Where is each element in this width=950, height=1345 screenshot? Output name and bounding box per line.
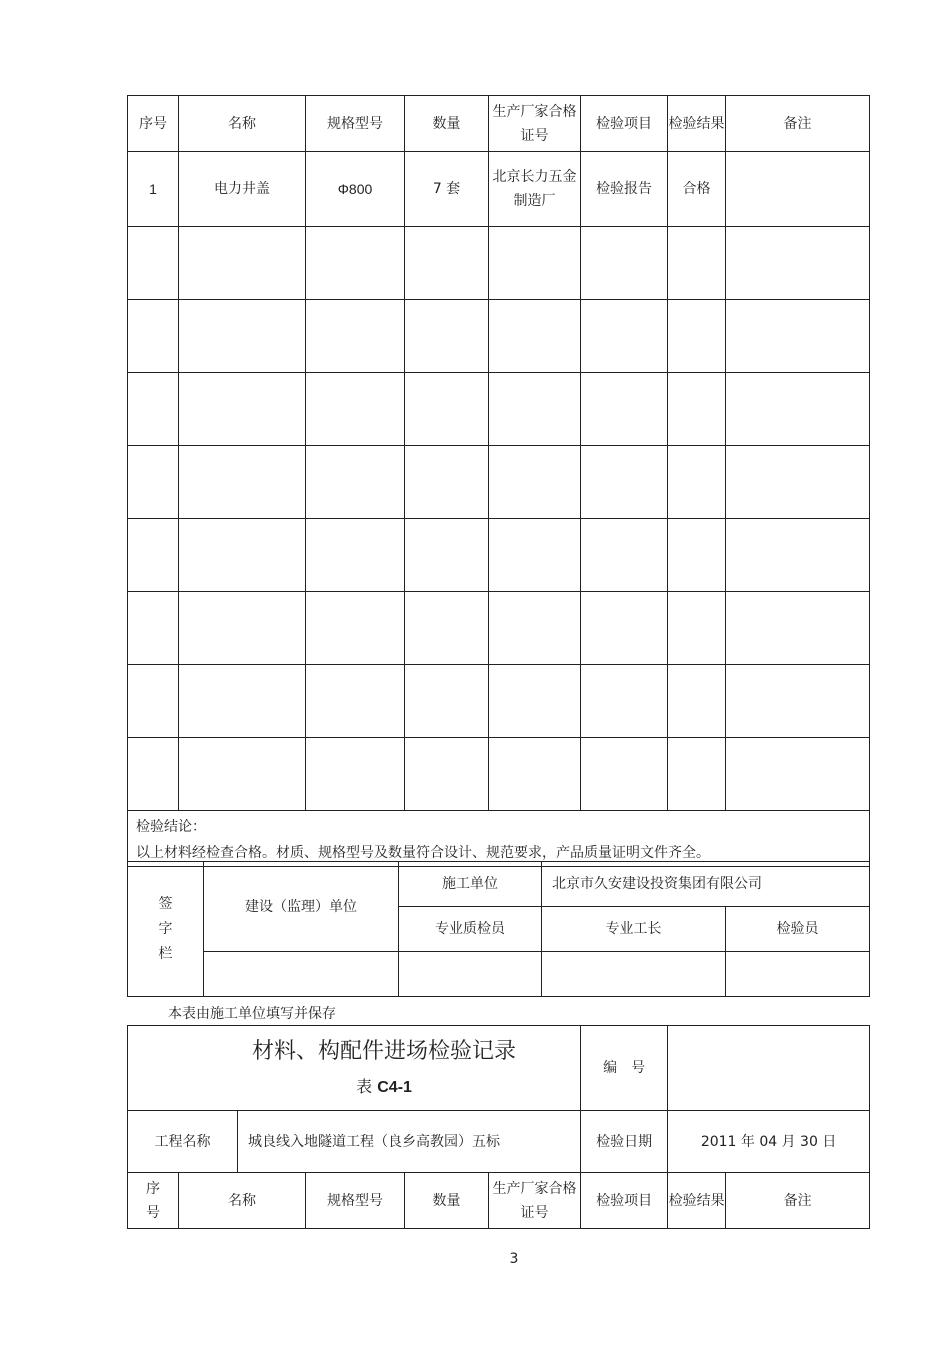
empty-row — [128, 227, 870, 300]
contractor-label: 施工单位 — [399, 862, 542, 907]
cell-spec: Φ800 — [306, 152, 405, 227]
owner-signature-cell[interactable] — [204, 952, 399, 997]
cell-no: 1 — [128, 152, 179, 227]
cell-result: 合格 — [668, 152, 726, 227]
col-header-no: 序号 — [128, 96, 179, 152]
col-header-spec: 规格型号 — [306, 1173, 405, 1229]
empty-row — [128, 300, 870, 373]
col-header-qty: 数量 — [405, 96, 489, 152]
empty-row — [128, 738, 870, 811]
signature-label: 签字栏 — [128, 862, 204, 997]
col-header-remark: 备注 — [726, 96, 870, 152]
cell-qty: 7 套 — [405, 152, 489, 227]
qc-signature-cell[interactable] — [399, 952, 542, 997]
conclusion-cell — [128, 811, 870, 867]
footnote: 本表由施工单位填写并保存 — [168, 1006, 336, 1022]
conclusion-row — [128, 811, 870, 867]
form-header-table — [127, 1025, 870, 1229]
foreman-signature-cell[interactable] — [542, 952, 726, 997]
empty-row — [128, 519, 870, 592]
inspection-date: 2011 年 04 月 30 日 — [668, 1111, 870, 1173]
form-title-cell — [128, 1026, 581, 1111]
col-header-no: 序号 — [128, 1173, 179, 1229]
col-header-item: 检验项目 — [581, 1173, 668, 1229]
contractor-name: 北京市久安建设投资集团有限公司 — [542, 862, 870, 907]
col-header-manufacturer: 生产厂家合格证号 — [489, 96, 581, 152]
col-header-result: 检验结果 — [668, 96, 726, 152]
col-header-spec: 规格型号 — [306, 96, 405, 152]
empty-row — [128, 592, 870, 665]
conclusion-text: 以上材料经检查合格。材质、规格型号及数量符合设计、规范要求，产品质量证明文件齐全。 — [136, 845, 710, 861]
empty-row — [128, 373, 870, 446]
table-header-row — [128, 96, 870, 152]
col-header-manufacturer: 生产厂家合格证号 — [489, 1173, 581, 1229]
table-row — [128, 152, 870, 227]
col-header-qty: 数量 — [405, 1173, 489, 1229]
col-header-name: 名称 — [179, 1173, 306, 1229]
inspection-table — [127, 95, 870, 867]
code-value-cell[interactable] — [668, 1026, 870, 1111]
foreman-label: 专业工长 — [542, 907, 726, 952]
empty-row — [128, 665, 870, 738]
col-header-result: 检验结果 — [668, 1173, 726, 1229]
page-number: 3 — [509, 1251, 519, 1267]
col-header-remark: 备注 — [726, 1173, 870, 1229]
col-header-name: 名称 — [179, 96, 306, 152]
inspector-label: 检验员 — [726, 907, 870, 952]
form-code: 表 C4-1 — [356, 1076, 412, 1096]
empty-row — [128, 446, 870, 519]
date-label: 检验日期 — [581, 1111, 668, 1173]
form-title: 材料、构配件进场检验记录 — [252, 1038, 517, 1064]
code-label: 编 号 — [581, 1026, 668, 1111]
col-header-item: 检验项目 — [581, 96, 668, 152]
cell-name: 电力井盖 — [179, 152, 306, 227]
conclusion-label: 检验结论： — [136, 819, 206, 835]
cell-item: 检验报告 — [581, 152, 668, 227]
cell-remark — [726, 152, 870, 227]
signature-table — [127, 861, 870, 997]
qc-inspector-label: 专业质检员 — [399, 907, 542, 952]
project-name: 城良线入地隧道工程（良乡高教园）五标 — [238, 1111, 581, 1173]
cell-manufacturer: 北京长力五金制造厂 — [489, 152, 581, 227]
owner-unit-label: 建设（监理）单位 — [204, 862, 399, 952]
inspector-signature-cell[interactable] — [726, 952, 870, 997]
table-header-row — [128, 1173, 870, 1229]
project-label: 工程名称 — [128, 1111, 238, 1173]
